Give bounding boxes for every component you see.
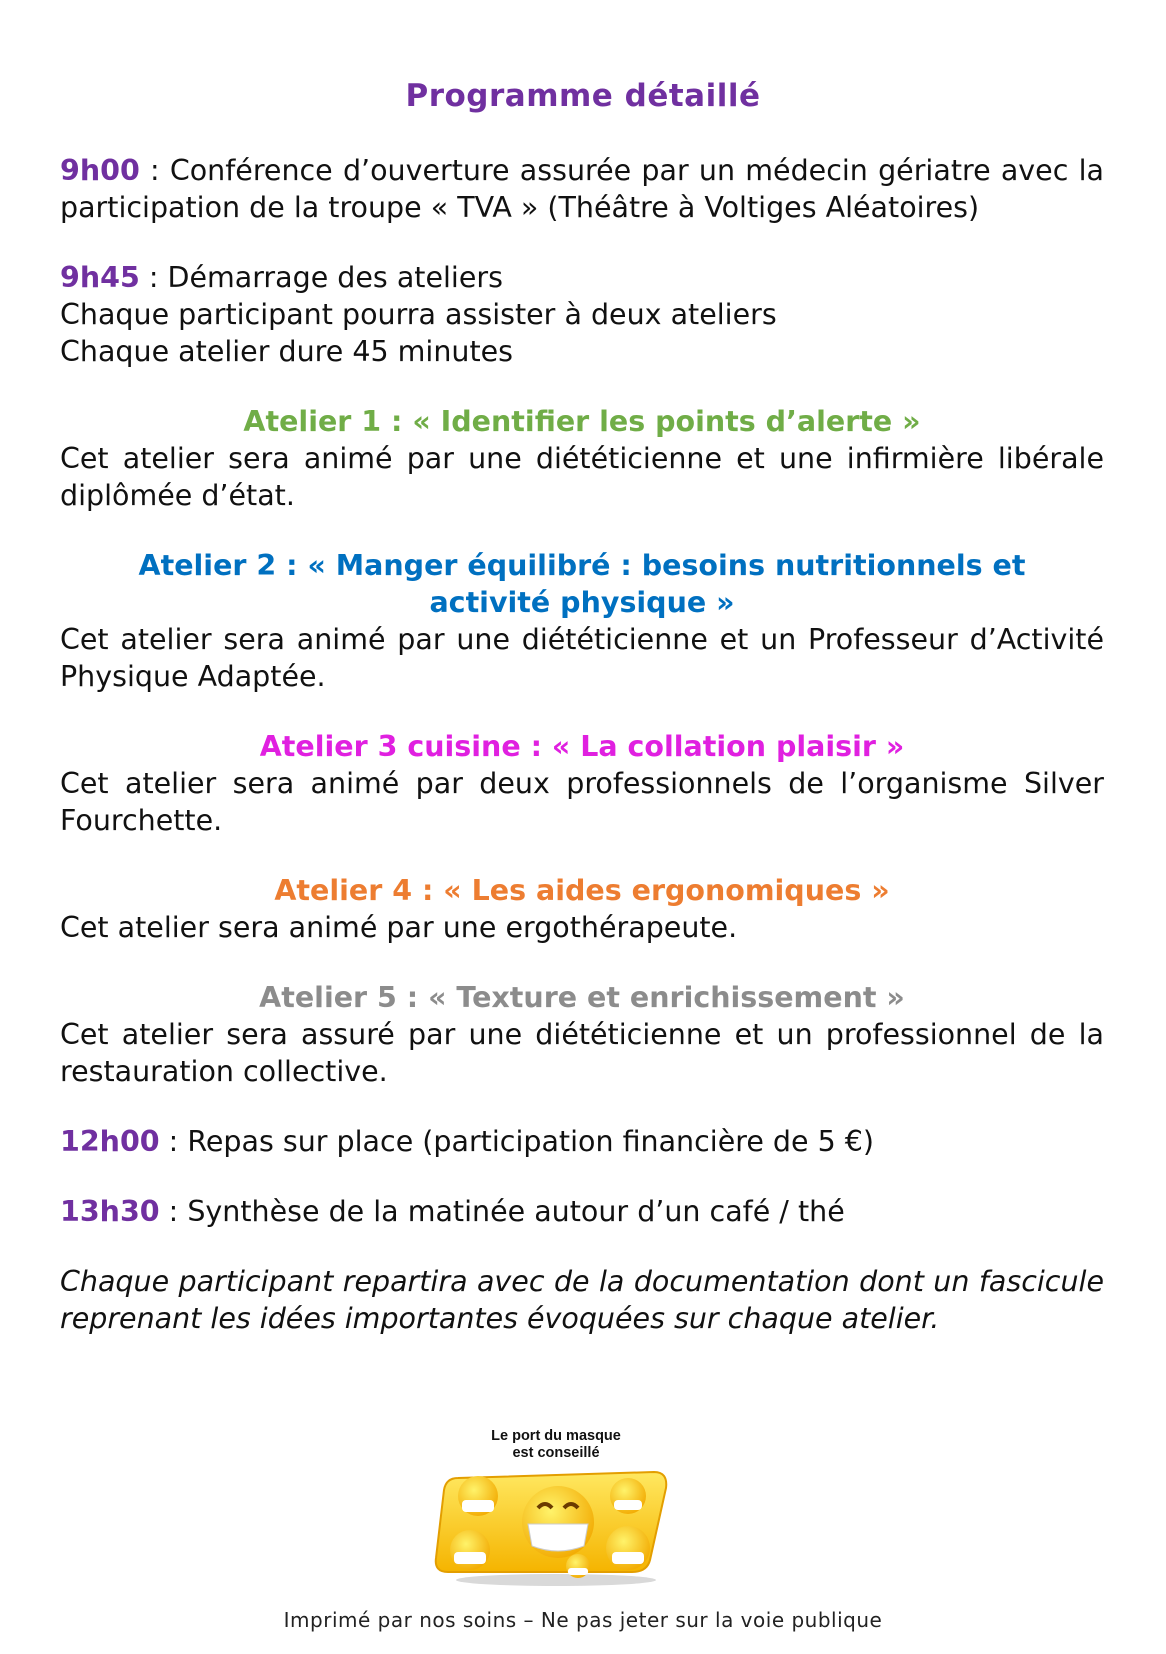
- atelier-description: Cet atelier sera animé par une diététicienne et un Professeur d’Activité Physique Adaptée.: [60, 623, 1104, 693]
- atelier-description: Cet atelier sera animé par une diététicienne et une infirmière libérale diplômée d’état.: [60, 442, 1104, 512]
- atelier-heading: Atelier 3 cuisine : « La collation plaisir »: [259, 730, 905, 763]
- documentation-note: Chaque participant repartira avec de la documentation dont un fascicule reprenant les idées importantes évoquées sur chaque atelier.: [60, 1265, 1104, 1335]
- page-title: Programme détaillé: [405, 78, 761, 114]
- schedule-12h00: [60, 1123, 1104, 1160]
- atelier-description: Cet atelier sera animé par une ergothérapeute.: [60, 911, 738, 944]
- program-content: [60, 152, 1104, 1337]
- schedule-line: Chaque atelier dure 45 minutes: [60, 335, 514, 368]
- mask-caption-line: est conseillé: [512, 1445, 600, 1461]
- mask-caption-line: Le port du masque: [491, 1428, 621, 1444]
- schedule-text: : Repas sur place (participation financière de 5 €): [159, 1125, 875, 1158]
- atelier-heading: Atelier 1 : « Identifier les points d’alerte »: [243, 405, 921, 438]
- atelier-5: [60, 979, 1104, 1090]
- atelier-heading: Atelier 2 : « Manger équilibré : besoins nutritionnels et activité physique »: [138, 549, 1026, 619]
- atelier-3: [60, 728, 1104, 839]
- schedule-text: : Synthèse de la matinée autour d’un café / thé: [159, 1195, 845, 1228]
- atelier-1: [60, 403, 1104, 514]
- footer-note: Imprimé par nos soins – Ne pas jeter sur la voie publique: [283, 1608, 883, 1632]
- masked-emoji-icon: [428, 1468, 684, 1588]
- mask-notice: [428, 1428, 684, 1588]
- time-label: 13h30: [60, 1195, 160, 1228]
- schedule-line: Chaque participant pourra assister à deux ateliers: [60, 298, 777, 331]
- schedule-text: : Conférence d’ouverture assurée par un médecin gériatre avec la participation de la troupe « TVA » (Théâtre à Voltiges Aléatoires): [60, 154, 1104, 224]
- time-label: 9h45: [60, 261, 140, 294]
- schedule-9h00: [60, 152, 1104, 226]
- time-label: 12h00: [60, 1125, 160, 1158]
- atelier-description: Cet atelier sera assuré par une diététicienne et un professionnel de la restauration collective.: [60, 1018, 1104, 1088]
- schedule-text: : Démarrage des ateliers: [139, 261, 503, 294]
- atelier-heading: Atelier 5 : « Texture et enrichissement »: [259, 981, 905, 1014]
- schedule-9h45: [60, 259, 1104, 370]
- atelier-2: [60, 547, 1104, 695]
- atelier-description: Cet atelier sera animé par deux professionnels de l’organisme Silver Fourchette.: [60, 767, 1104, 837]
- schedule-13h30: [60, 1193, 1104, 1230]
- atelier-4: [60, 872, 1104, 946]
- time-label: 9h00: [60, 154, 140, 187]
- atelier-heading: Atelier 4 : « Les aides ergonomiques »: [274, 874, 890, 907]
- mask-caption: [428, 1428, 684, 1462]
